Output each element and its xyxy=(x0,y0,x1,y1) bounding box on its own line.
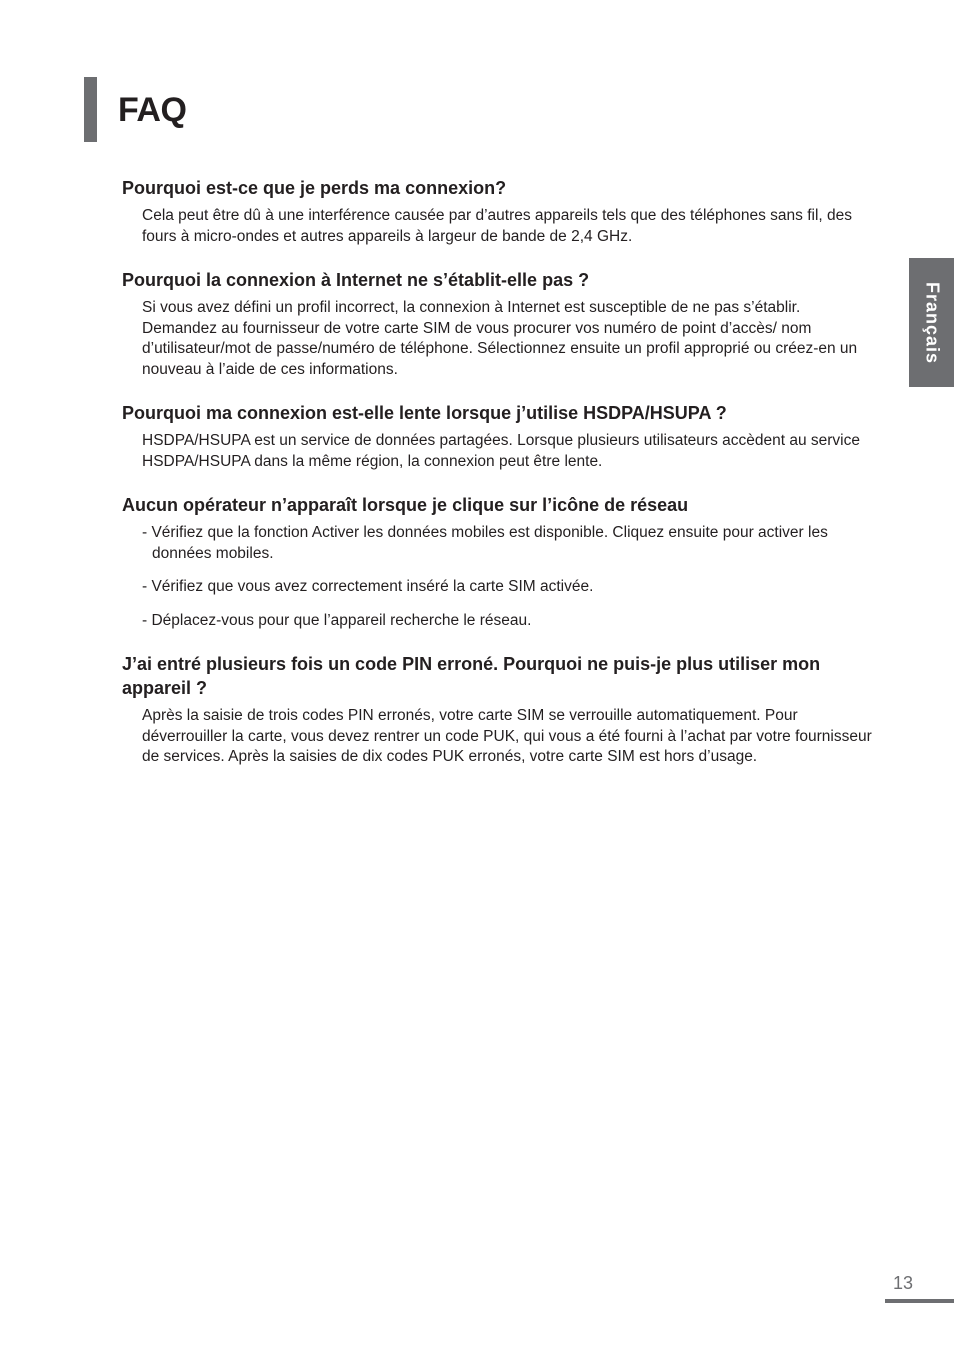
faq-question: Pourquoi la connexion à Internet ne s’établit-elle pas ? xyxy=(122,270,590,290)
faq-answer: HSDPA/HSUPA est un service de données partagées. Lorsque plusieurs utilisateurs accèdent au service HSDPA/HSUPA dans la même région, la connexion peut être lente. xyxy=(142,432,860,470)
faq-question: Aucun opérateur n’apparaît lorsque je clique sur l’icône de réseau xyxy=(122,495,689,515)
faq-bullet: - Déplacez-vous pour que l’appareil recherche le réseau. xyxy=(142,611,532,629)
faq-question: Pourquoi est-ce que je perds ma connexion? xyxy=(122,178,507,198)
faq-question: J’ai entré plusieurs fois un code PIN erroné. Pourquoi ne puis-je plus utiliser mon appareil ? xyxy=(122,654,821,698)
faq-bullet-list xyxy=(142,523,874,631)
faq-item xyxy=(122,268,874,380)
faq-item xyxy=(122,652,874,768)
page-title: FAQ xyxy=(118,91,187,129)
faq-item xyxy=(122,176,874,247)
faq-item xyxy=(122,493,874,631)
faq-question: Pourquoi ma connexion est-elle lente lorsque j’utilise HSDPA/HSUPA ? xyxy=(122,403,727,423)
faq-answer: Après la saisie de trois codes PIN erronés, votre carte SIM se verrouille automatiquement. Pour déverrouiller la carte, vous devez rentrer un code PUK, qui vous a été fourni à l’achat par votre fournisseur de services. Après la saisies de dix codes PUK erronés, votre carte SIM est hors d’usage. xyxy=(142,707,872,765)
page-number: 13 xyxy=(893,1273,914,1293)
faq-bullet: - Vérifiez que vous avez correctement inséré la carte SIM activée. xyxy=(142,578,594,595)
faq-answer: Cela peut être dû à une interférence causée par d’autres appareils tels que des téléphones sans fil, des fours à micro-ondes et autres appareils à largeur de bande de 2,4 GHz. xyxy=(142,207,853,245)
faq-bullet: - Vérifiez que la fonction Activer les données mobiles est disponible. Cliquez ensuite pour activer les données mobiles. xyxy=(142,524,828,562)
page-number-rule xyxy=(885,1299,954,1303)
language-tab xyxy=(909,258,954,387)
faq-answer: Si vous avez défini un profil incorrect, la connexion à Internet est susceptible de ne pas s’établir. Demandez au fournisseur de votre carte SIM de vous procurer vos numéro de point d’accès/ nom d’utilisateur/mot de passe/numéro de téléphone. Sélectionnez ensuite un profil approprié ou créez-en un nouveau à l’aide de ces informations. xyxy=(142,299,858,378)
title-accent-bar xyxy=(84,77,97,142)
language-tab-label: Français xyxy=(922,281,942,364)
faq-item xyxy=(122,401,874,472)
faq-content xyxy=(122,176,874,768)
